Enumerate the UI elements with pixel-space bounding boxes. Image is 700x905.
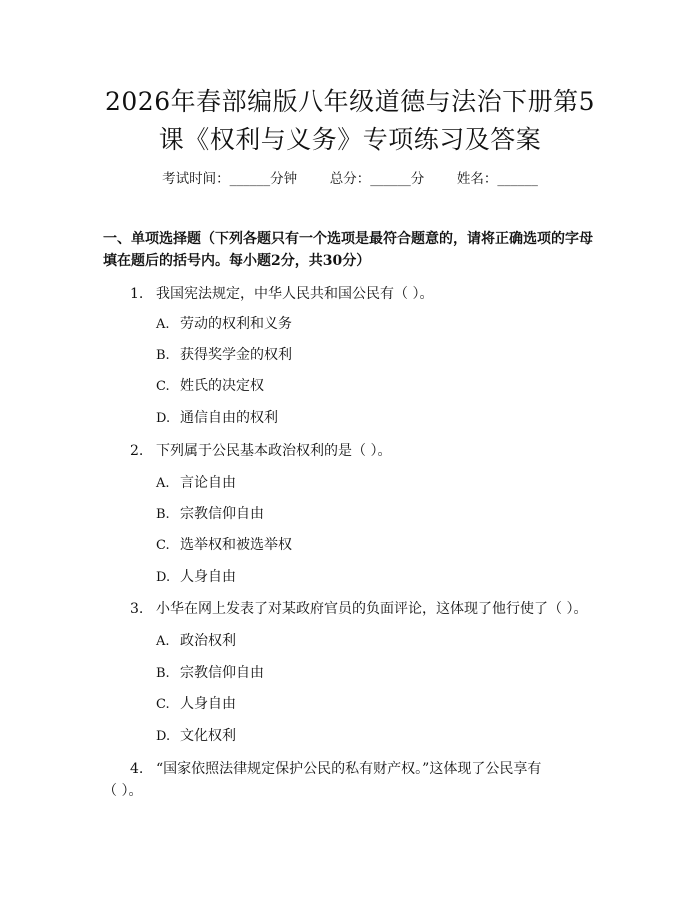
exam-time: 考试时间：______分钟	[162, 171, 298, 187]
question-text: 下列属于公民基本政治权利的是（ ）。	[156, 443, 392, 459]
option-text: 通信自由的权利	[180, 410, 278, 426]
section-title: 一、单项选择题（下列各题只有一个选项是最符合题意的，请将正确选项的字母填在题后的括号内。每小题2分，共30分）	[103, 231, 593, 269]
option-label: C.	[156, 697, 170, 712]
option	[156, 472, 236, 495]
option-text: 姓氏的决定权	[180, 378, 264, 394]
question-text-continued: （ ）。	[103, 783, 143, 799]
question-2	[103, 440, 603, 462]
question-number: 2.	[130, 443, 144, 459]
option	[156, 630, 236, 653]
question-number: 1.	[130, 286, 144, 302]
option	[156, 344, 292, 367]
option	[156, 503, 264, 526]
option	[156, 313, 292, 336]
option-label: A.	[156, 476, 170, 491]
question-text: 小华在网上发表了对某政府官员的负面评论，这体现了他行使了（ ）。	[156, 601, 588, 617]
option	[156, 566, 236, 589]
question-text: 我国宪法规定，中华人民共和国公民有（ ）。	[156, 286, 434, 302]
option-label: D.	[156, 411, 171, 426]
option-label: B.	[156, 666, 170, 681]
option-label: B.	[156, 507, 170, 522]
option-text: 文化权利	[180, 728, 236, 744]
question-3	[103, 598, 603, 620]
option	[156, 407, 278, 430]
option-label: A.	[156, 317, 170, 332]
option-text: 政治权利	[180, 633, 236, 649]
question-4	[103, 758, 603, 780]
option-text: 劳动的权利和义务	[180, 316, 292, 332]
option-label: C.	[156, 379, 170, 394]
exam-score: 总分：______分	[329, 171, 425, 187]
question-4-continued	[103, 780, 603, 802]
option	[156, 725, 236, 748]
option-label: B.	[156, 348, 170, 363]
option-text: 选举权和被选举权	[180, 537, 292, 553]
option	[156, 662, 264, 685]
option-label: D.	[156, 729, 171, 744]
question-1	[103, 283, 603, 305]
exam-meta	[0, 167, 700, 187]
option	[156, 693, 236, 716]
option-text: 获得奖学金的权利	[180, 347, 292, 363]
option-label: C.	[156, 538, 170, 553]
option-text: 人身自由	[180, 696, 236, 712]
question-text: “国家依照法律规定保护公民的私有财产权。”这体现了公民享有	[156, 761, 542, 777]
exam-name: 姓名：______	[456, 171, 538, 187]
option-text: 言论自由	[180, 475, 236, 491]
option-text: 宗教信仰自由	[180, 506, 264, 522]
question-number: 4.	[130, 761, 144, 777]
option	[156, 375, 264, 398]
option-text: 宗教信仰自由	[180, 665, 264, 681]
option-text: 人身自由	[180, 569, 236, 585]
doc-title-line-2: 课《权利与义务》专项练习及答案	[158, 125, 542, 154]
option	[156, 534, 292, 557]
option-label: D.	[156, 570, 171, 585]
doc-title-line-1: 2026年春部编版八年级道德与法治下册第5	[104, 87, 596, 116]
option-label: A.	[156, 634, 170, 649]
question-number: 3.	[130, 601, 144, 617]
